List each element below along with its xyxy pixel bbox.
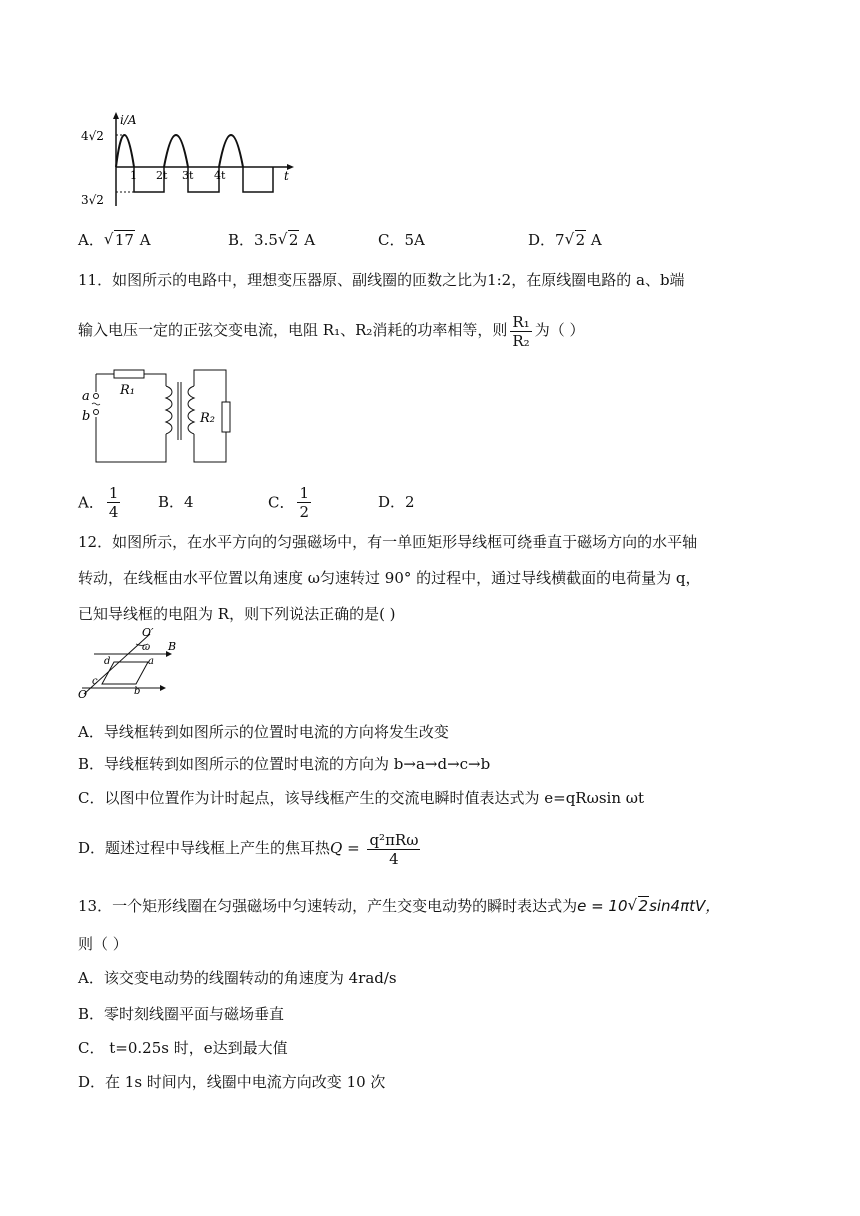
y-top-value: 4√2 — [81, 129, 104, 143]
q11-option-d[interactable]: D．2 — [378, 493, 415, 511]
corner-d-label: d — [104, 656, 111, 667]
q12-text-line2: 转动，在线框由水平位置以角速度 ω匀速转过 90° 的过程中，通过导线横截面的电荷量为 q， — [78, 569, 701, 587]
omega-label: ω — [142, 642, 151, 653]
q10-option-d[interactable]: D．7√ 2 A — [528, 230, 602, 250]
y-bottom-value: 3√2 — [81, 193, 104, 207]
q12-option-a[interactable]: A．导线框转到如图所示的位置时电流的方向将发生改变 — [78, 723, 449, 741]
resistor-r1-label: R₁ — [120, 383, 135, 398]
q11-text-line2: 输入电压一定的正弦交变电流，电阻 R₁、R₂消耗的功率相等，则 $\frac{\text{R₁}}{\text{R₂}}$ 为（ ） — [78, 312, 585, 350]
q12-option-b[interactable]: B．导线框转到如图所示的位置时电流的方向为 b→a→d→c→b — [78, 755, 491, 773]
q11-text-line1: 11．如图所示的电路中，理想变压器原、副线圈的匝数之比为1:2，在原线圈电路的 a、b端 — [78, 271, 685, 289]
q11-ratio-fraction: $\frac{\text{R₁}}{\text{R₂}}$ — [512, 312, 530, 350]
terminal-a-label: a — [82, 389, 90, 404]
axis-bottom-label: O — [78, 688, 88, 700]
tick-1: 1 — [130, 169, 137, 182]
q12-text-line1: 12．如图所示，在水平方向的匀强磁场中，有一单匝矩形导线框可绕垂直于磁场方向的水平轴 — [78, 533, 698, 551]
axis-top-label: O′ — [142, 626, 154, 639]
corner-c-label: c — [92, 676, 98, 687]
x-axis-label: t — [284, 169, 289, 183]
transformer-circuit-diagram — [78, 362, 238, 470]
current-time-graph — [78, 108, 300, 212]
rotating-coil-diagram — [78, 626, 188, 700]
q10-option-a[interactable]: A．√ 17 A — [78, 230, 151, 250]
q10-option-c[interactable]: C．5A — [378, 231, 425, 249]
q12-option-c[interactable]: C．以图中位置作为计时起点，该导线框产生的交流电瞬时值表达式为 e=qRωsin ωt — [78, 789, 645, 807]
tick-3: 3t — [182, 169, 194, 182]
q13-option-b[interactable]: B．零时刻线圈平面与磁场垂直 — [78, 1005, 285, 1023]
tick-2: 2t — [156, 169, 168, 182]
corner-b-label: b — [134, 686, 141, 697]
q12-text-line3: 已知导线框的电阻为 R，则下列说法正确的是( ) — [78, 605, 396, 623]
q12-option-d[interactable]: D．题述过程中导线框上产生的焦耳热Q = $\frac{\text{q²πRω}}{4}$ — [78, 830, 419, 868]
field-b-label: B — [168, 640, 177, 653]
emf-formula: e = 10√ 2sin4πtV， — [577, 897, 720, 915]
q11-option-b[interactable]: B．4 — [158, 493, 194, 511]
q13-text-line2: 则（ ） — [78, 935, 128, 953]
joule-heat-fraction: $\frac{\text{q²πRω}}{4}$ — [369, 830, 419, 868]
q10-option-b[interactable]: B．3.5√ 2 A — [228, 230, 315, 250]
resistor-r2-label: R₂ — [200, 411, 215, 426]
terminal-b-label: b — [82, 409, 91, 424]
q13-option-c[interactable]: C． t=0.25s 时，e达到最大值 — [78, 1039, 288, 1057]
y-axis-label: i/A — [120, 113, 137, 127]
tick-4: 4t — [214, 169, 226, 182]
q11-option-c[interactable]: C． $\frac{1}{2}$ — [268, 484, 310, 521]
q13-option-d[interactable]: D．在 1s 时间内，线圈中电流方向改变 10 次 — [78, 1073, 386, 1091]
q13-option-a[interactable]: A．该交变电动势的线圈转动的角速度为 4rad/s — [78, 969, 397, 987]
q11-option-a[interactable]: A． $\frac{1}{4}$ — [78, 484, 119, 521]
corner-a-label: a — [148, 656, 154, 667]
q13-text-line1: 13．一个矩形线圈在匀强磁场中匀速转动，产生交变电动势的瞬时表达式为e = 10√ 2sin4πtV， — [78, 896, 720, 916]
